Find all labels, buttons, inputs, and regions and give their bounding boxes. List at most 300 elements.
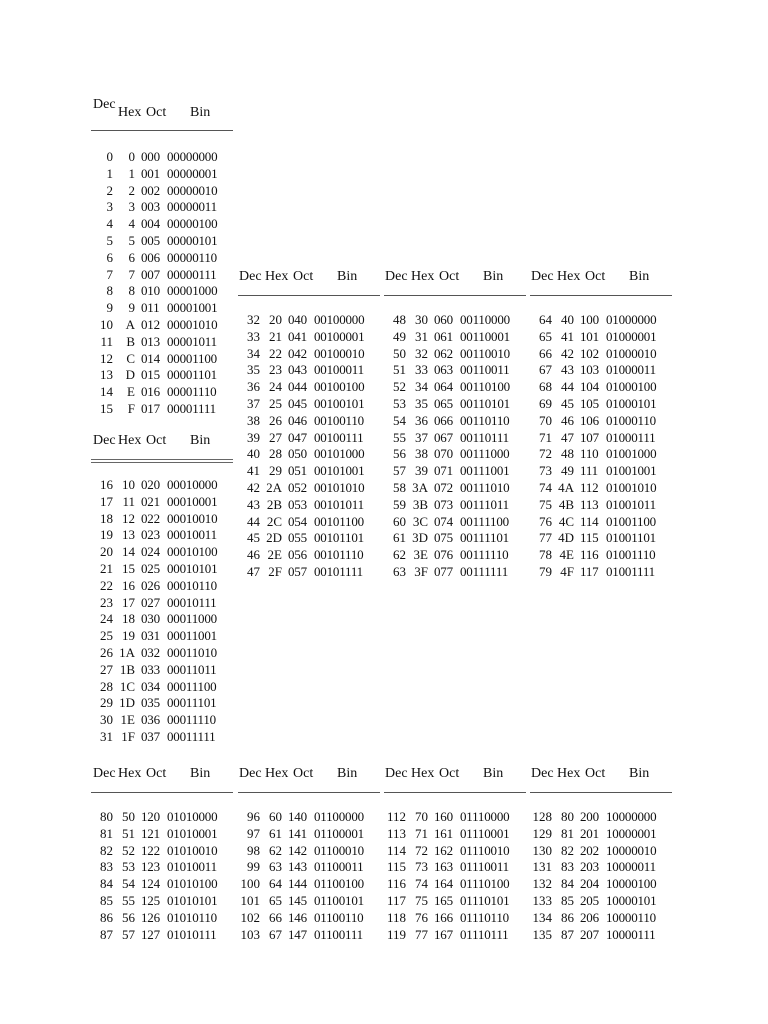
hex-cell: 50 bbox=[122, 809, 135, 824]
oct-cell: 144 bbox=[288, 876, 307, 892]
hex-cell: 9 bbox=[128, 300, 135, 316]
header-hex: Hex bbox=[265, 766, 289, 781]
hex-cell: 36 bbox=[415, 412, 428, 428]
bin-cell: 01110100 bbox=[460, 876, 510, 892]
header-dec: Dec bbox=[93, 97, 116, 112]
dec-cell: 30 bbox=[100, 712, 113, 728]
oct-cell: 206 bbox=[580, 909, 599, 925]
bin-cell: 00110101 bbox=[460, 395, 510, 411]
bin-cell: 00100100 bbox=[314, 379, 365, 395]
table-row bbox=[91, 477, 233, 494]
hex-cell: 47 bbox=[561, 429, 574, 445]
bin-cell: 00010011 bbox=[167, 527, 217, 543]
oct-cell: 107 bbox=[580, 429, 599, 445]
hex-cell: 2A bbox=[266, 479, 282, 495]
oct-cell: 123 bbox=[141, 859, 160, 875]
hex-cell: 26 bbox=[269, 412, 282, 428]
dec-cell: 71 bbox=[539, 429, 552, 445]
bin-cell: 01001101 bbox=[606, 530, 656, 546]
table-row bbox=[238, 547, 380, 564]
hex-cell: 60 bbox=[269, 809, 282, 824]
oct-cell: 165 bbox=[434, 892, 453, 908]
table-row bbox=[530, 564, 672, 581]
hex-cell: E bbox=[127, 384, 135, 400]
dec-cell: 14 bbox=[100, 384, 113, 400]
table-row bbox=[238, 927, 380, 944]
bin-cell: 00000001 bbox=[167, 165, 218, 181]
table-row bbox=[384, 859, 526, 876]
bin-cell: 01110011 bbox=[460, 859, 509, 875]
hex-cell: 84 bbox=[561, 876, 574, 892]
hex-cell: 4D bbox=[558, 530, 574, 546]
bin-cell: 01000001 bbox=[606, 328, 657, 344]
table-row bbox=[384, 329, 526, 346]
row-group bbox=[238, 312, 380, 581]
dec-cell: 77 bbox=[539, 530, 552, 546]
dec-cell: 31 bbox=[100, 728, 113, 744]
oct-cell: 060 bbox=[434, 312, 453, 327]
header-bin: Bin bbox=[629, 766, 650, 781]
header-oct: Oct bbox=[439, 766, 460, 781]
dec-cell: 6 bbox=[106, 249, 113, 265]
bin-cell: 01110001 bbox=[460, 825, 510, 841]
hex-cell: 3D bbox=[412, 530, 428, 546]
table-row bbox=[530, 547, 672, 564]
dec-cell: 25 bbox=[100, 628, 113, 644]
table-row bbox=[91, 712, 233, 729]
dec-cell: 129 bbox=[532, 825, 552, 841]
bin-cell: 10000000 bbox=[606, 809, 657, 824]
hex-cell: 76 bbox=[415, 909, 428, 925]
table-row bbox=[530, 530, 672, 547]
oct-cell: 040 bbox=[288, 312, 307, 327]
dec-cell: 34 bbox=[247, 345, 260, 361]
table-row bbox=[91, 384, 233, 401]
bin-cell: 01000000 bbox=[606, 312, 657, 327]
bin-cell: 01000101 bbox=[606, 395, 657, 411]
table-row bbox=[238, 379, 380, 396]
hex-cell: 71 bbox=[415, 825, 428, 841]
bin-cell: 00101110 bbox=[314, 547, 364, 563]
hex-cell: 23 bbox=[269, 362, 282, 378]
bin-cell: 00111111 bbox=[460, 563, 508, 579]
header-bin: Bin bbox=[483, 269, 504, 284]
bin-cell: 01001010 bbox=[606, 479, 657, 495]
dec-cell: 16 bbox=[100, 477, 113, 492]
bin-cell: 00100001 bbox=[314, 328, 365, 344]
hex-cell: 80 bbox=[561, 809, 574, 824]
oct-cell: 104 bbox=[580, 379, 599, 395]
dec-cell: 103 bbox=[240, 926, 260, 942]
dec-cell: 73 bbox=[539, 463, 552, 479]
bin-cell: 00000011 bbox=[167, 199, 217, 215]
hex-cell: 2F bbox=[268, 563, 282, 579]
table-block bbox=[530, 766, 672, 943]
bin-cell: 01000010 bbox=[606, 345, 657, 361]
oct-cell: 003 bbox=[141, 199, 160, 215]
header-rule bbox=[530, 792, 672, 793]
bin-cell: 00111010 bbox=[460, 479, 510, 495]
hex-cell: 53 bbox=[122, 859, 135, 875]
dec-cell: 118 bbox=[386, 909, 406, 925]
oct-cell: 037 bbox=[141, 728, 160, 744]
header-rule bbox=[91, 792, 233, 793]
hex-cell: 3C bbox=[412, 513, 428, 529]
hex-cell: 43 bbox=[561, 362, 574, 378]
dec-cell: 66 bbox=[539, 345, 552, 361]
table-block bbox=[91, 97, 233, 418]
table-row bbox=[91, 300, 233, 317]
hex-cell: 27 bbox=[269, 429, 282, 445]
table-row bbox=[91, 351, 233, 368]
hex-cell: 55 bbox=[122, 892, 135, 908]
dec-cell: 37 bbox=[247, 395, 260, 411]
bin-cell: 01100000 bbox=[314, 809, 364, 824]
dec-cell: 7 bbox=[106, 266, 113, 282]
dec-cell: 114 bbox=[386, 842, 406, 858]
bin-cell: 01010010 bbox=[167, 842, 218, 858]
dec-cell: 55 bbox=[393, 429, 406, 445]
oct-cell: 021 bbox=[141, 493, 160, 509]
dec-cell: 0 bbox=[106, 149, 113, 164]
oct-cell: 077 bbox=[434, 563, 453, 579]
table-row bbox=[238, 876, 380, 893]
dec-cell: 116 bbox=[386, 876, 406, 892]
table-row bbox=[91, 611, 233, 628]
dec-cell: 83 bbox=[100, 859, 113, 875]
oct-cell: 102 bbox=[580, 345, 599, 361]
oct-cell: 062 bbox=[434, 345, 453, 361]
column-header-row bbox=[238, 269, 380, 291]
hex-cell: 2 bbox=[128, 182, 135, 198]
hex-cell: 6 bbox=[128, 249, 135, 265]
header-oct: Oct bbox=[293, 269, 314, 284]
header-bin: Bin bbox=[337, 766, 358, 781]
table-row bbox=[91, 250, 233, 267]
bin-cell: 01110110 bbox=[460, 909, 509, 925]
oct-cell: 205 bbox=[580, 892, 599, 908]
dec-cell: 72 bbox=[539, 446, 552, 462]
bin-cell: 00100101 bbox=[314, 395, 365, 411]
dec-cell: 5 bbox=[106, 232, 113, 248]
header-rule bbox=[384, 792, 526, 793]
table-row bbox=[91, 166, 233, 183]
oct-cell: 011 bbox=[141, 300, 160, 316]
oct-cell: 066 bbox=[434, 412, 453, 428]
table-row bbox=[384, 809, 526, 826]
table-block bbox=[384, 269, 526, 581]
bin-cell: 00000000 bbox=[167, 149, 218, 164]
bin-cell: 10000100 bbox=[606, 876, 657, 892]
hex-cell: 86 bbox=[561, 909, 574, 925]
oct-cell: 076 bbox=[434, 547, 453, 563]
table-row bbox=[91, 199, 233, 216]
hex-cell: 44 bbox=[561, 379, 574, 395]
oct-cell: 022 bbox=[141, 510, 160, 526]
hex-cell: 64 bbox=[269, 876, 282, 892]
dec-cell: 21 bbox=[100, 560, 113, 576]
table-row bbox=[384, 446, 526, 463]
hex-cell: 10 bbox=[122, 477, 135, 492]
oct-cell: 020 bbox=[141, 477, 160, 492]
dec-cell: 82 bbox=[100, 842, 113, 858]
oct-cell: 054 bbox=[288, 513, 307, 529]
table-row bbox=[91, 511, 233, 528]
dec-cell: 57 bbox=[393, 463, 406, 479]
column-header-row bbox=[91, 97, 233, 130]
dec-cell: 100 bbox=[240, 876, 260, 892]
table-row bbox=[238, 564, 380, 581]
hex-cell: 74 bbox=[415, 876, 428, 892]
table-row bbox=[91, 695, 233, 712]
bin-cell: 00110110 bbox=[460, 412, 510, 428]
row-group bbox=[384, 809, 526, 943]
hex-cell: 49 bbox=[561, 463, 574, 479]
dec-cell: 63 bbox=[393, 563, 406, 579]
table-row bbox=[384, 843, 526, 860]
hex-cell: 2B bbox=[266, 496, 282, 512]
dec-cell: 12 bbox=[100, 350, 113, 366]
dec-cell: 48 bbox=[393, 312, 406, 327]
table-row bbox=[238, 430, 380, 447]
table-row bbox=[384, 826, 526, 843]
table-row bbox=[91, 859, 233, 876]
hex-cell: 33 bbox=[415, 362, 428, 378]
row-group bbox=[91, 477, 233, 746]
dec-cell: 26 bbox=[100, 644, 113, 660]
bin-cell: 00001011 bbox=[167, 333, 217, 349]
bin-cell: 00111100 bbox=[460, 513, 509, 529]
table-row bbox=[530, 379, 672, 396]
bin-cell: 00001100 bbox=[167, 350, 217, 366]
oct-cell: 203 bbox=[580, 859, 599, 875]
header-bin: Bin bbox=[190, 105, 211, 120]
oct-cell: 127 bbox=[141, 926, 160, 942]
oct-cell: 204 bbox=[580, 876, 599, 892]
row-group bbox=[530, 312, 672, 581]
table-row bbox=[238, 826, 380, 843]
hex-cell: 4C bbox=[558, 513, 574, 529]
hex-cell: 40 bbox=[561, 312, 574, 327]
oct-cell: 007 bbox=[141, 266, 160, 282]
table-row bbox=[384, 362, 526, 379]
table-row bbox=[384, 530, 526, 547]
table-row bbox=[530, 893, 672, 910]
row-group bbox=[384, 312, 526, 581]
hex-cell: 19 bbox=[122, 628, 135, 644]
dec-cell: 134 bbox=[532, 909, 552, 925]
table-row bbox=[238, 413, 380, 430]
dec-cell: 76 bbox=[539, 513, 552, 529]
table-row bbox=[384, 413, 526, 430]
row-group bbox=[91, 149, 233, 418]
column-header-row bbox=[384, 766, 526, 788]
table-row bbox=[384, 463, 526, 480]
dec-cell: 98 bbox=[247, 842, 260, 858]
bin-cell: 00100111 bbox=[314, 429, 364, 445]
table-row bbox=[91, 578, 233, 595]
bin-cell: 00001111 bbox=[167, 400, 216, 416]
oct-cell: 053 bbox=[288, 496, 307, 512]
hex-cell: 30 bbox=[415, 312, 428, 327]
hex-cell: 7 bbox=[128, 266, 135, 282]
dec-cell: 40 bbox=[247, 446, 260, 462]
table-row bbox=[384, 893, 526, 910]
oct-cell: 030 bbox=[141, 611, 160, 627]
oct-cell: 202 bbox=[580, 842, 599, 858]
hex-cell: 29 bbox=[269, 463, 282, 479]
dec-cell: 47 bbox=[247, 563, 260, 579]
dec-cell: 87 bbox=[100, 926, 113, 942]
hex-cell: 2D bbox=[266, 530, 282, 546]
hex-cell: 0 bbox=[128, 149, 135, 164]
table-row bbox=[91, 561, 233, 578]
bin-cell: 00110000 bbox=[460, 312, 510, 327]
dec-cell: 85 bbox=[100, 892, 113, 908]
bin-cell: 00101111 bbox=[314, 563, 363, 579]
bin-cell: 10000011 bbox=[606, 859, 656, 875]
hex-cell: 3F bbox=[414, 563, 428, 579]
hex-cell: 1 bbox=[128, 165, 135, 181]
oct-cell: 001 bbox=[141, 165, 160, 181]
header-rule bbox=[384, 295, 526, 296]
table-row bbox=[91, 317, 233, 334]
dec-cell: 10 bbox=[100, 316, 113, 332]
hex-cell: 39 bbox=[415, 463, 428, 479]
oct-cell: 075 bbox=[434, 530, 453, 546]
bin-cell: 00101100 bbox=[314, 513, 364, 529]
dec-cell: 17 bbox=[100, 493, 113, 509]
dec-cell: 2 bbox=[106, 182, 113, 198]
oct-cell: 145 bbox=[288, 892, 307, 908]
oct-cell: 032 bbox=[141, 644, 160, 660]
dec-cell: 22 bbox=[100, 577, 113, 593]
hex-cell: 35 bbox=[415, 395, 428, 411]
hex-cell: 1A bbox=[119, 644, 135, 660]
table-row bbox=[384, 430, 526, 447]
table-row bbox=[238, 446, 380, 463]
oct-cell: 201 bbox=[580, 825, 599, 841]
hex-cell: 3 bbox=[128, 199, 135, 215]
hex-cell: 3E bbox=[413, 547, 428, 563]
bin-cell: 00010001 bbox=[167, 493, 218, 509]
hex-cell: 48 bbox=[561, 446, 574, 462]
oct-cell: 074 bbox=[434, 513, 453, 529]
dec-cell: 112 bbox=[386, 809, 406, 824]
table-row bbox=[530, 826, 672, 843]
hex-cell: 45 bbox=[561, 395, 574, 411]
table-row bbox=[530, 859, 672, 876]
bin-cell: 00000100 bbox=[167, 216, 218, 232]
dec-cell: 52 bbox=[393, 379, 406, 395]
hex-cell: 62 bbox=[269, 842, 282, 858]
table-row bbox=[91, 910, 233, 927]
oct-cell: 207 bbox=[580, 926, 599, 942]
header-oct: Oct bbox=[585, 269, 606, 284]
header-bin: Bin bbox=[190, 433, 211, 448]
dec-cell: 46 bbox=[247, 547, 260, 563]
column-header-row bbox=[384, 269, 526, 291]
table-row bbox=[530, 927, 672, 944]
hex-cell: 8 bbox=[128, 283, 135, 299]
dec-cell: 58 bbox=[393, 479, 406, 495]
table-row bbox=[91, 595, 233, 612]
table-row bbox=[530, 413, 672, 430]
dec-cell: 38 bbox=[247, 412, 260, 428]
oct-cell: 160 bbox=[434, 809, 453, 824]
bin-cell: 01100010 bbox=[314, 842, 364, 858]
hex-cell: 37 bbox=[415, 429, 428, 445]
hex-cell: 22 bbox=[269, 345, 282, 361]
oct-cell: 143 bbox=[288, 859, 307, 875]
row-group bbox=[238, 809, 380, 943]
dec-cell: 131 bbox=[532, 859, 552, 875]
dec-cell: 132 bbox=[532, 876, 552, 892]
oct-cell: 024 bbox=[141, 544, 160, 560]
table-row bbox=[384, 379, 526, 396]
table-row bbox=[91, 183, 233, 200]
oct-cell: 004 bbox=[141, 216, 160, 232]
oct-cell: 103 bbox=[580, 362, 599, 378]
header-oct: Oct bbox=[146, 433, 167, 448]
oct-cell: 162 bbox=[434, 842, 453, 858]
hex-cell: 21 bbox=[269, 328, 282, 344]
bin-cell: 00001010 bbox=[167, 316, 218, 332]
bin-cell: 01010100 bbox=[167, 876, 218, 892]
bin-cell: 00011100 bbox=[167, 678, 217, 694]
table-row bbox=[384, 564, 526, 581]
oct-cell: 005 bbox=[141, 232, 160, 248]
hex-cell: 54 bbox=[122, 876, 135, 892]
hex-cell: 4B bbox=[558, 496, 574, 512]
bin-cell: 00101011 bbox=[314, 496, 364, 512]
hex-cell: A bbox=[125, 316, 135, 332]
dec-cell: 36 bbox=[247, 379, 260, 395]
table-row bbox=[238, 362, 380, 379]
bin-cell: 00101000 bbox=[314, 446, 365, 462]
bin-cell: 01010101 bbox=[167, 892, 218, 908]
hex-cell: 42 bbox=[561, 345, 574, 361]
dec-cell: 49 bbox=[393, 328, 406, 344]
oct-cell: 052 bbox=[288, 479, 307, 495]
bin-cell: 01110101 bbox=[460, 892, 510, 908]
table-row bbox=[91, 843, 233, 860]
dec-cell: 53 bbox=[393, 395, 406, 411]
hex-cell: 85 bbox=[561, 892, 574, 908]
hex-cell: 41 bbox=[561, 328, 574, 344]
hex-cell: 67 bbox=[269, 926, 282, 942]
bin-cell: 01010001 bbox=[167, 825, 218, 841]
hex-cell: 4F bbox=[560, 563, 574, 579]
dec-cell: 62 bbox=[393, 547, 406, 563]
dec-cell: 29 bbox=[100, 695, 113, 711]
header-dec: Dec bbox=[239, 766, 262, 781]
oct-cell: 012 bbox=[141, 316, 160, 332]
bin-cell: 00011000 bbox=[167, 611, 217, 627]
table-row bbox=[238, 329, 380, 346]
dec-cell: 130 bbox=[532, 842, 552, 858]
oct-cell: 055 bbox=[288, 530, 307, 546]
oct-cell: 110 bbox=[580, 446, 599, 462]
oct-cell: 072 bbox=[434, 479, 453, 495]
header-rule bbox=[91, 130, 233, 131]
hex-cell: 51 bbox=[122, 825, 135, 841]
oct-cell: 006 bbox=[141, 249, 160, 265]
dec-cell: 18 bbox=[100, 510, 113, 526]
bin-cell: 01001001 bbox=[606, 463, 657, 479]
hex-cell: 24 bbox=[269, 379, 282, 395]
dec-cell: 50 bbox=[393, 345, 406, 361]
